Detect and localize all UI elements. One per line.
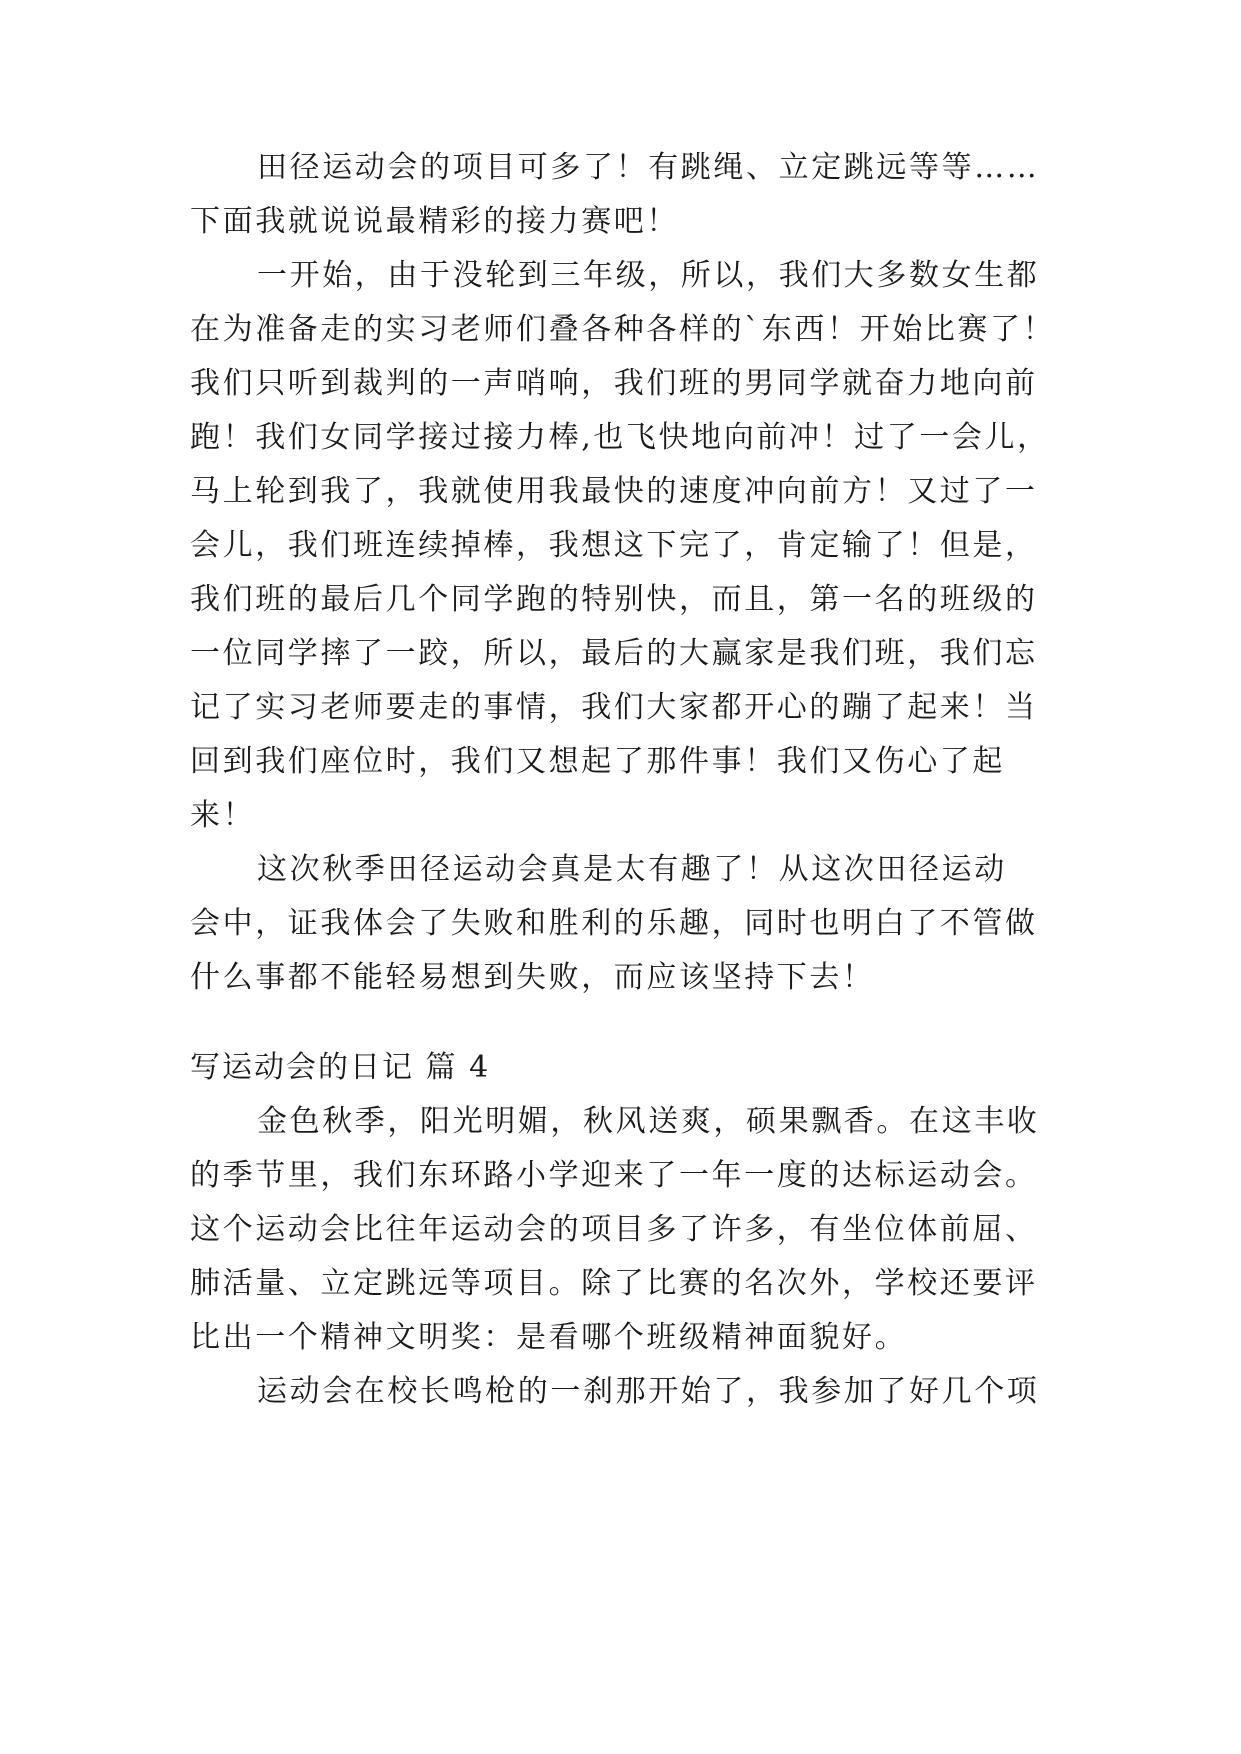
section-paragraph-1-line-2: 的季节里，我们东环路小学迎来了一年一度的达标运动会。	[190, 1158, 1038, 1193]
paragraph-2-line-1: 一开始，由于没轮到三年级，所以，我们大多数女生都	[257, 258, 1040, 293]
paragraph-3-line-3: 什么事都不能轻易想到失败，而应该坚持下去！	[190, 960, 875, 995]
section-paragraph-1-line-1: 金色秋季，阳光明媚，秋风送爽，硕果飘香。在这丰收	[257, 1104, 1040, 1139]
paragraph-2-line-2: 在为准备走的实习老师们叠各种各样的`东西！开始比赛了！	[190, 312, 1056, 347]
section-paragraph-1-line-3: 这个运动会比往年运动会的项目多了许多，有坐位体前屈、	[190, 1212, 1038, 1247]
paragraph-2-line-5: 马上轮到我了，我就使用我最快的速度冲向前方！又过了一	[190, 474, 1038, 509]
paragraph-2-line-11: 来！	[190, 798, 256, 833]
paragraph-1-line-2: 下面我就说说最精彩的接力赛吧！	[190, 204, 679, 239]
paragraph-2-line-7: 我们班的最后几个同学跑的特别快，而且，第一名的班级的	[190, 582, 1038, 617]
paragraph-3-line-2: 会中，证我体会了失败和胜利的乐趣，同时也明白了不管做	[190, 906, 1038, 941]
paragraph-2-line-4: 跑！我们女同学接过接力棒,也飞快地向前冲！过了一会儿，	[190, 420, 1050, 455]
paragraph-3-line-1: 这次秋季田径运动会真是太有趣了！从这次田径运动	[257, 852, 1007, 887]
paragraph-2-line-8: 一位同学摔了一跤，所以，最后的大赢家是我们班，我们忘	[190, 636, 1038, 671]
paragraph-2-line-6: 会儿，我们班连续掉棒，我想这下完了，肯定输了！但是，	[190, 528, 1038, 563]
paragraph-2-line-9: 记了实习老师要走的事情，我们大家都开心的蹦了起来！当	[190, 690, 1038, 725]
paragraph-2-line-10: 回到我们座位时，我们又想起了那件事！我们又伤心了起	[190, 744, 1005, 779]
section-paragraph-1-line-5: 比出一个精神文明奖：是看哪个班级精神面貌好。	[190, 1320, 908, 1355]
section-paragraph-1-line-4: 肺活量、立定跳远等项目。除了比赛的名次外，学校还要评	[190, 1266, 1038, 1301]
section-title: 写运动会的日记 篇 4	[190, 1050, 491, 1085]
section-paragraph-2-line-1: 运动会在校长鸣枪的一刹那开始了，我参加了好几个项	[257, 1374, 1040, 1409]
paragraph-1-line-1: 田径运动会的项目可多了！有跳绳、立定跳远等等……	[257, 150, 1040, 185]
paragraph-2-line-3: 我们只听到裁判的一声哨响，我们班的男同学就奋力地向前	[190, 366, 1038, 401]
